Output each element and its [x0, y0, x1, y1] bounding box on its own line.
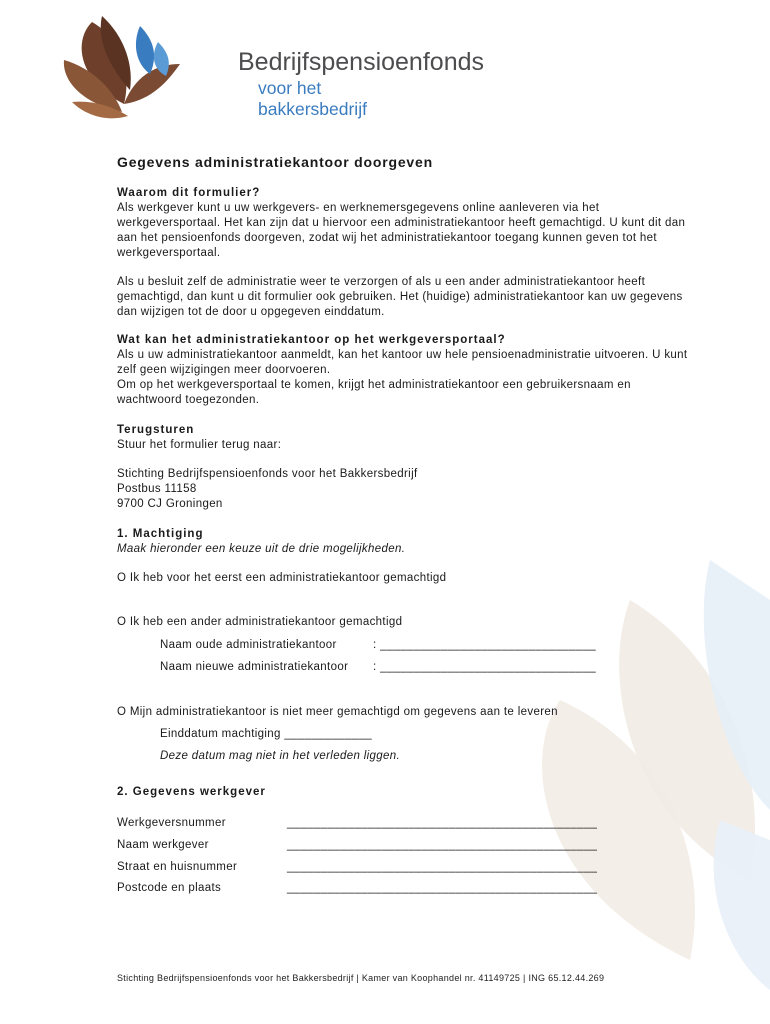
address-line: Stichting Bedrijfspensioenfonds voor het Bakkersbedrijf: [117, 468, 418, 480]
intro-paragraph-2: Als u besluit zelf de administratie weer te verzorgen of als u een ander administratiekantoor heeft gemachtigd, dan kunt u dit formulier ook gebruiken. Het (huidige) administratiekantoor kan uw gegevens dan wijzigen tot de door u opgegeven einddatum.: [117, 276, 683, 318]
end-date-field[interactable]: Einddatum machtiging _____________: [160, 728, 373, 740]
new-office-label: Naam nieuwe administratiekantoor: [160, 661, 349, 673]
end-date-note: Deze datum mag niet in het verleden liggen.: [160, 750, 401, 762]
option-other-office[interactable]: O Ik heb een ander administratiekantoor gemachtigd: [117, 616, 403, 628]
employer-name-field[interactable]: ______________________________________________: [287, 839, 598, 851]
portal-paragraph-2: Om op het werkgeversportaal te komen, krijgt het administratiekantoor een gebruikersnaam en wachtwoord toegezonden.: [117, 379, 631, 406]
address-line: 9700 CJ Groningen: [117, 498, 223, 510]
new-office-field[interactable]: : ________________________________: [373, 661, 596, 673]
old-office-label: Naam oude administratiekantoor: [160, 639, 337, 651]
brand-tagline: voor het bakkersbedrijf: [258, 78, 367, 119]
return-heading: Terugsturen: [117, 424, 195, 436]
intro-paragraph-1: Als werkgever kunt u uw werkgevers- en werknemersgegevens online aanleveren via het werkgeversportaal. Het kan zijn dat u hiervoor een administratiekantoor heeft gemachtigd. U kunt dit dan aan het pensioenfonds doorgeven, zodat wij het administratiekantoor toegang kunnen geven tot het werkgeversportaal.: [117, 202, 686, 259]
brand-logo: [62, 12, 484, 127]
section1-instruction: Maak hieronder een keuze uit de drie mogelijkheden.: [117, 543, 406, 555]
old-office-field[interactable]: : ________________________________: [373, 639, 596, 651]
page-title: Gegevens administratiekantoor doorgeven: [117, 154, 433, 170]
section1-heading: 1. Machtiging: [117, 528, 204, 540]
leaf-icon: [62, 12, 182, 127]
address-line: Postbus 11158: [117, 483, 197, 495]
brand-name: Bedrijfspensioenfonds: [238, 48, 484, 76]
employer-field-label: Naam werkgever: [117, 839, 209, 851]
watermark-leaves: [480, 560, 770, 1000]
portal-paragraph-1: Als u uw administratiekantoor aanmeldt, kan het kantoor uw hele pensioenadministratie uitvoeren. U kunt zelf geen wijzigingen meer doorvoeren.: [117, 349, 688, 376]
footer: Stichting Bedrijfspensioenfonds voor het Bakkersbedrijf | Kamer van Koophandel nr. 41149725 | ING 65.12.44.269: [117, 973, 605, 983]
return-text: Stuur het formulier terug naar:: [117, 439, 282, 451]
employer-street-field[interactable]: ______________________________________________: [287, 861, 598, 873]
employer-postcode-field[interactable]: ______________________________________________: [287, 882, 598, 894]
employer-number-field[interactable]: ______________________________________________: [287, 817, 598, 829]
employer-field-label: Straat en huisnummer: [117, 861, 238, 873]
employer-field-label: Postcode en plaats: [117, 882, 222, 894]
section2-heading: 2. Gegevens werkgever: [117, 786, 266, 798]
portal-heading: Wat kan het administratiekantoor op het werkgeversportaal?: [117, 334, 506, 346]
option-revoke-authorization[interactable]: O Mijn administratiekantoor is niet meer gemachtigd om gegevens aan te leveren: [117, 706, 558, 718]
employer-field-label: Werkgeversnummer: [117, 817, 226, 829]
option-first-authorization[interactable]: O Ik heb voor het eerst een administratiekantoor gemachtigd: [117, 572, 447, 584]
intro-heading: Waarom dit formulier?: [117, 187, 261, 199]
